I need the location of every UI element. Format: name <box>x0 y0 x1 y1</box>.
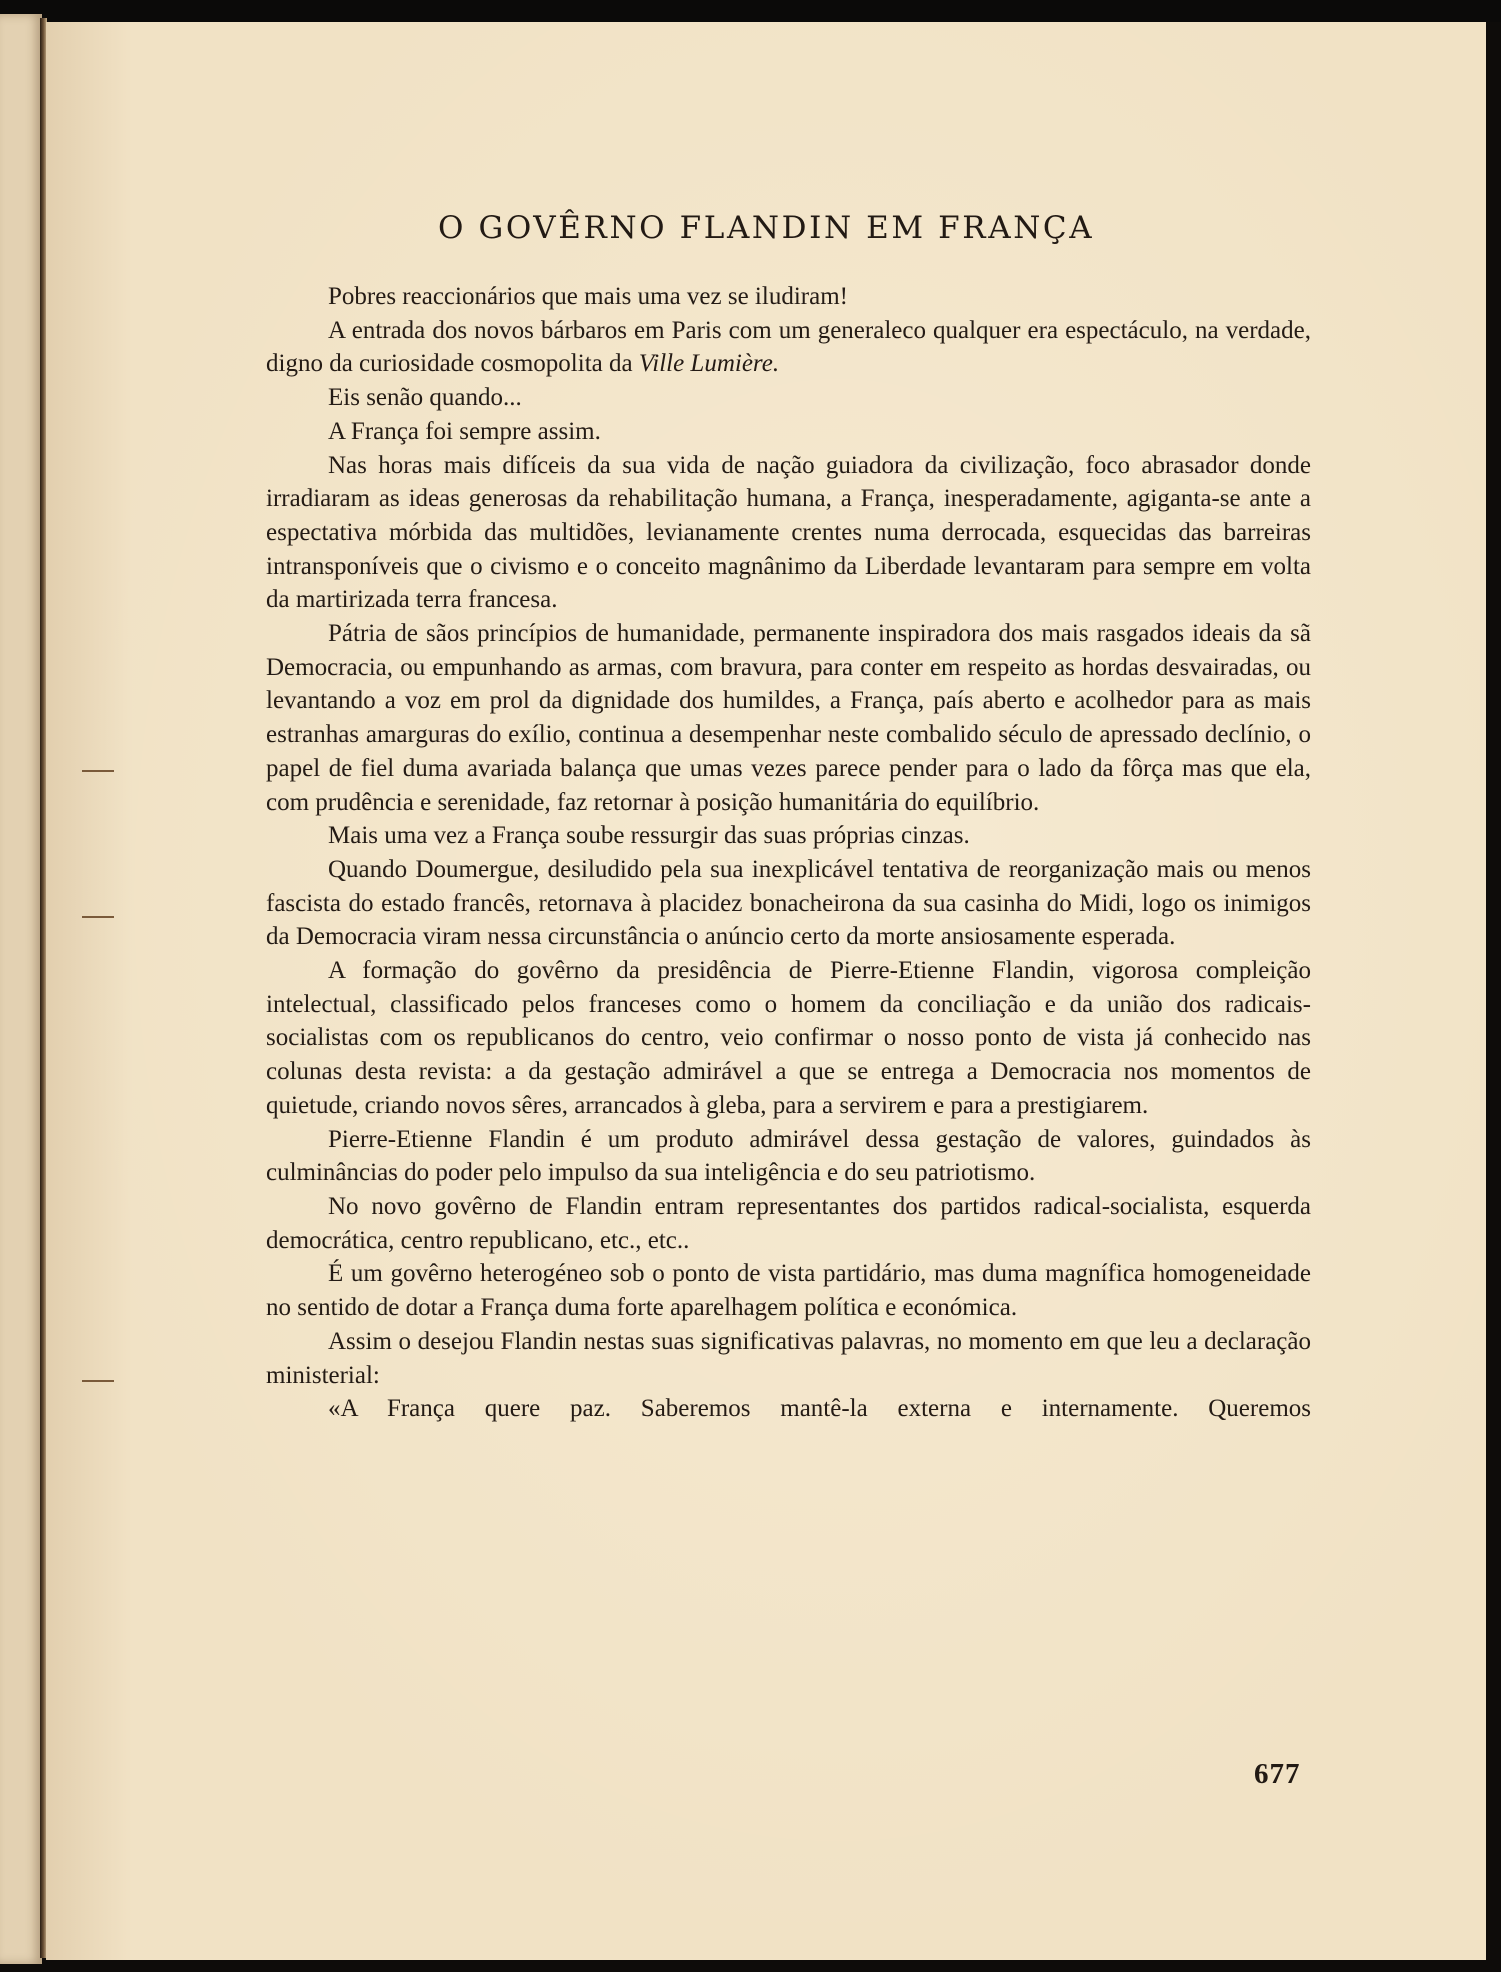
page-number: 677 <box>1254 1758 1301 1790</box>
italic-phrase: Ville Lumière. <box>638 350 780 378</box>
facing-page-edge <box>0 14 42 1964</box>
paragraph: No novo govêrno de Flandin entram representantes dos partidos radical-socialista, esquerda democrática, centro republicano, etc., etc.. <box>266 1192 1311 1254</box>
binding-mark <box>82 916 114 918</box>
article-title: O GOVÊRNO FLANDIN EM FRANÇA <box>438 210 1095 246</box>
paragraph: Mais uma vez a França soube ressurgir das suas próprias cinzas. <box>328 822 970 850</box>
paragraph: Pobres reaccionários que mais uma vez se iludiram! <box>328 283 848 310</box>
page <box>46 22 1486 1960</box>
binding-mark <box>82 1380 114 1382</box>
paragraph: Assim o desejou Flandin nestas suas significativas palavras, no momento em que leu a declaração ministerial: <box>266 1327 1311 1389</box>
paragraph: «A França quere paz. Saberemos mantê-la externa e internamente. Queremos <box>328 1395 1311 1423</box>
paragraph: Pátria de sãos princípios de humanidade, permanente inspiradora dos mais rasgados ideais da sã Democracia, ou empunhando as armas, com bravura, para conter em respeito as hordas desvairadas, ou levantando a voz em prol da dignidade dos humildes, a França, país aberto e acolhedor para as mais estranhas amarguras do exílio, continua a desempenhar neste combalido século de apressado declínio, o papel de fiel duma avariada balança que umas vezes parece pender para o lado da fôrça mas que ela, com prudência e serenidade, faz retornar à posição humanitária do equilíbrio. <box>266 620 1311 816</box>
paragraph: A França foi sempre assim. <box>328 417 601 445</box>
paragraph: É um govêrno heterogéneo sob o ponto de vista partidário, mas duma magnífica homogeneidade no sentido de dotar a França duma forte aparelhagem política e económica. <box>266 1260 1311 1322</box>
paragraph-text: A entrada dos novos bárbaros em Paris com um generaleco qualquer era espectáculo, na verdade, digno da curiosidade cosmopolita da <box>266 316 1311 378</box>
paragraph: Quando Doumergue, desiludido pela sua inexplicável tentativa de reorganização mais ou menos fascista do estado francês, retornava à placidez bonacheirona da sua casinha do Midi, logo os inimigos da Democracia viram nessa circunstância o anúncio certo da morte ansiosamente esperada. <box>266 855 1311 951</box>
paragraph: Nas horas mais difíceis da sua vida de nação guiadora da civilização, foco abrasador donde irradiaram as ideas generosas da rehabilitação humana, a França, inesperadamente, agiganta-se ante a espectativa mórbida das multidões, levianamente crentes numa derrocada, esquecidas das barreiras intransponíveis que o civismo e o conceito magnânimo da Liberdade levantaram para sempre em volta da martirizada terra francesa. <box>266 451 1311 614</box>
paragraph <box>266 314 1311 381</box>
paragraph: Eis senão quando... <box>328 384 522 412</box>
paragraph: Pierre-Etienne Flandin é um produto admirável dessa gestação de valores, guindados às culminâncias do poder pelo impulso da sua inteligência e do seu patriotismo. <box>266 1125 1311 1187</box>
binding-mark <box>82 770 114 772</box>
scan-top-border <box>0 0 1501 22</box>
paragraph: A formação do govêrno da presidência de Pierre-Etienne Flandin, vigorosa compleição intelectual, classificado pelos franceses como o homem da conciliação e da união dos radicais-socialistas com os republicanos do centro, veio confirmar o nosso ponto de vista já conhecido nas colunas desta revista: a da gestação admirável a que se entrega a Democracia nos momentos de quietude, criando novos sêres, arrancados à gleba, para a servirem e para a prestigiarem. <box>266 957 1311 1119</box>
article-body <box>266 280 1311 1426</box>
